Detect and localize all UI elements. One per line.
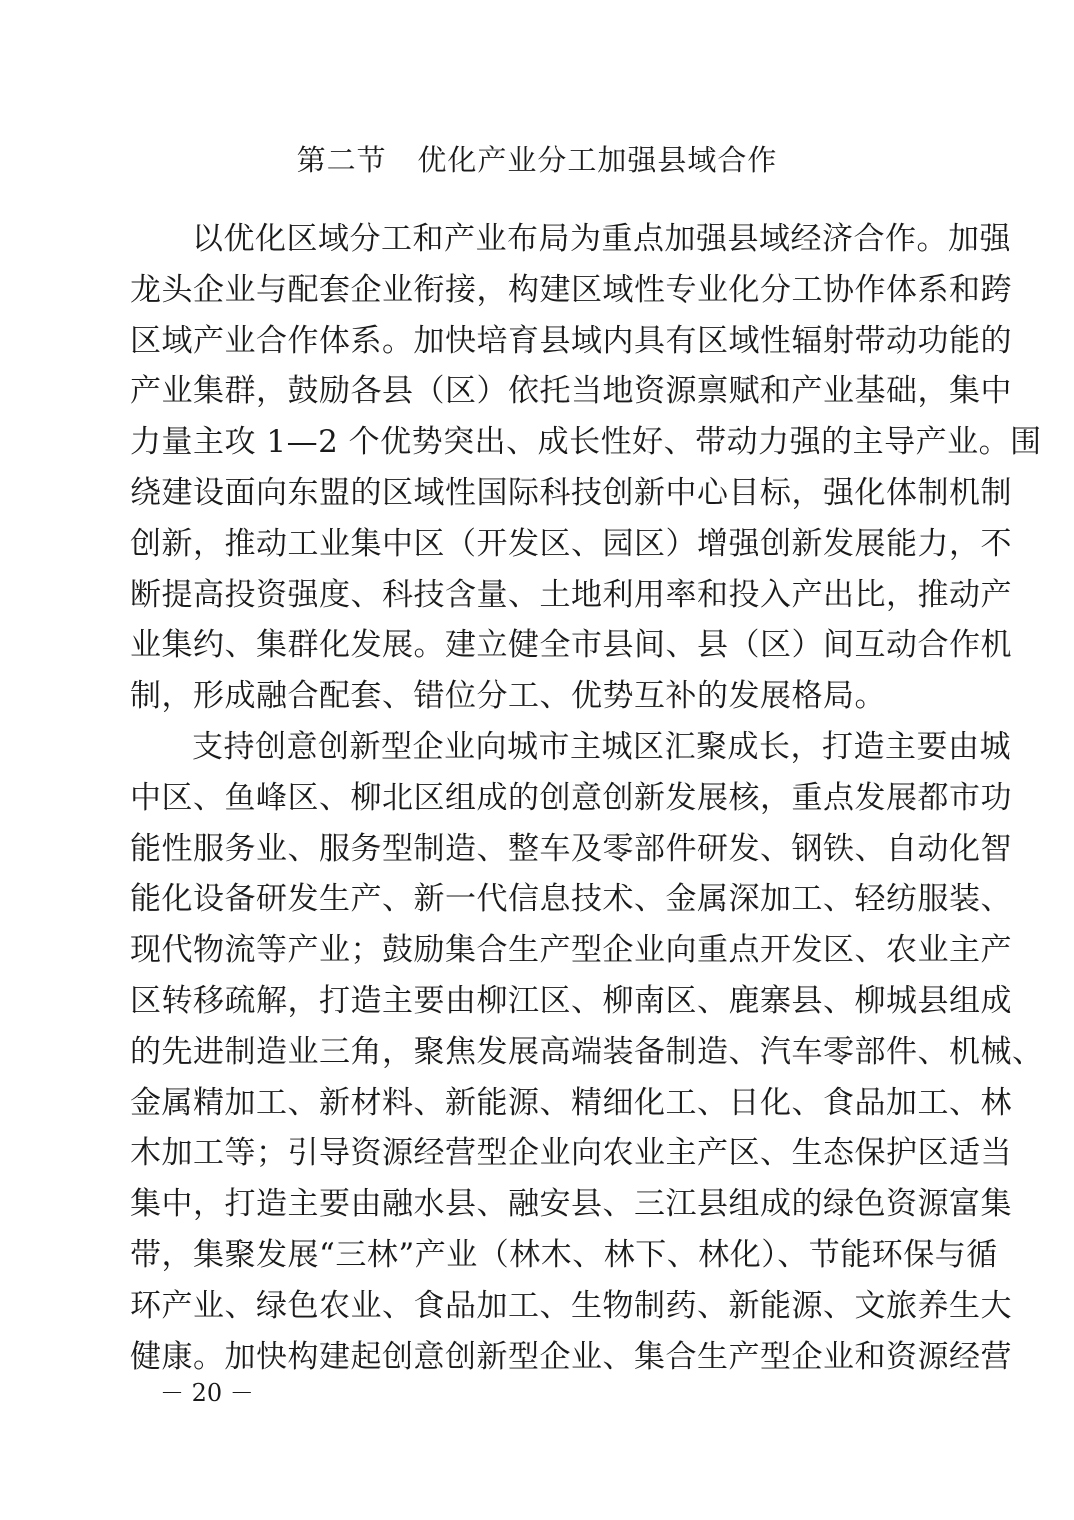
- paragraph-2-line: 环产业、绿色农业、食品加工、生物制药、新能源、文旅养生大: [130, 1287, 1012, 1324]
- paragraph-2-line: 的先进制造业三角，聚焦发展高端装备制造、汽车零部件、机械、: [130, 1033, 1044, 1070]
- paragraph-1-line: 断提高投资强度、科技含量、土地利用率和投入产出比，推动产: [130, 576, 1012, 613]
- page-number: － 20 －: [160, 1379, 254, 1407]
- paragraph-1-line: 区域产业合作体系。加快培育县域内具有区域性辐射带动功能的: [130, 322, 1012, 359]
- section-title: 第二节 优化产业分工加强县域合作: [296, 143, 778, 177]
- paragraph-2-line: 健康。加快构建起创意创新型企业、集合生产型企业和资源经营: [130, 1338, 1012, 1375]
- paragraph-1-line: 以优化区域分工和产业布局为重点加强县域经济合作。加强: [192, 221, 1011, 257]
- paragraph-2-line: 支持创意创新型企业向城市主城区汇聚成长，打造主要由城: [192, 728, 1011, 765]
- paragraph-1-line: 业集约、集群化发展。建立健全市县间、县（区）间互动合作机: [130, 627, 1012, 664]
- paragraph-1-line: 制，形成融合配套、错位分工、优势互补的发展格局。: [130, 678, 886, 715]
- paragraph-2-line: 中区、鱼峰区、柳北区组成的创意创新发展核，重点发展都市功: [130, 779, 1012, 816]
- paragraph-1-line: 产业集群，鼓励各县（区）依托当地资源禀赋和产业基础，集中: [130, 373, 1012, 410]
- paragraph-2-line: 现代物流等产业；鼓励集合生产型企业向重点开发区、农业主产: [130, 932, 1012, 969]
- paragraph-1-line: 龙头企业与配套企业衔接，构建区域性专业化分工协作体系和跨: [130, 271, 1012, 308]
- body-text: [130, 214, 1044, 1382]
- paragraph-1-line: 绕建设面向东盟的区域性国际科技创新中心目标，强化体制机制: [130, 474, 1012, 511]
- paragraph-2-line: 区转移疏解，打造主要由柳江区、柳南区、鹿寨县、柳城县组成: [130, 982, 1012, 1019]
- paragraph-2-line: 能化设备研发生产、新一代信息技术、金属深加工、轻纺服装、: [130, 881, 1012, 918]
- paragraph-2-line: 金属精加工、新材料、新能源、精细化工、日化、食品加工、林: [130, 1084, 1012, 1121]
- paragraph-2-line: 集中，打造主要由融水县、融安县、三江县组成的绿色资源富集: [130, 1186, 1012, 1223]
- paragraph-2-line: 木加工等；引导资源经营型企业向农业主产区、生态保护区适当: [130, 1135, 1012, 1172]
- paragraph-1-line: 创新，推动工业集中区（开发区、园区）增强创新发展能力，不: [130, 525, 1012, 562]
- paragraph-2-line: 能性服务业、服务型制造、整车及零部件研发、钢铁、自动化智: [130, 830, 1012, 867]
- paragraph-2-line: 带，集聚发展“三林”产业（林木、林下、林化）、节能环保与循: [130, 1236, 998, 1273]
- paragraph-1-line: 力量主攻 1—2 个优势突出、成长性好、带动力强的主导产业。围: [130, 424, 1042, 461]
